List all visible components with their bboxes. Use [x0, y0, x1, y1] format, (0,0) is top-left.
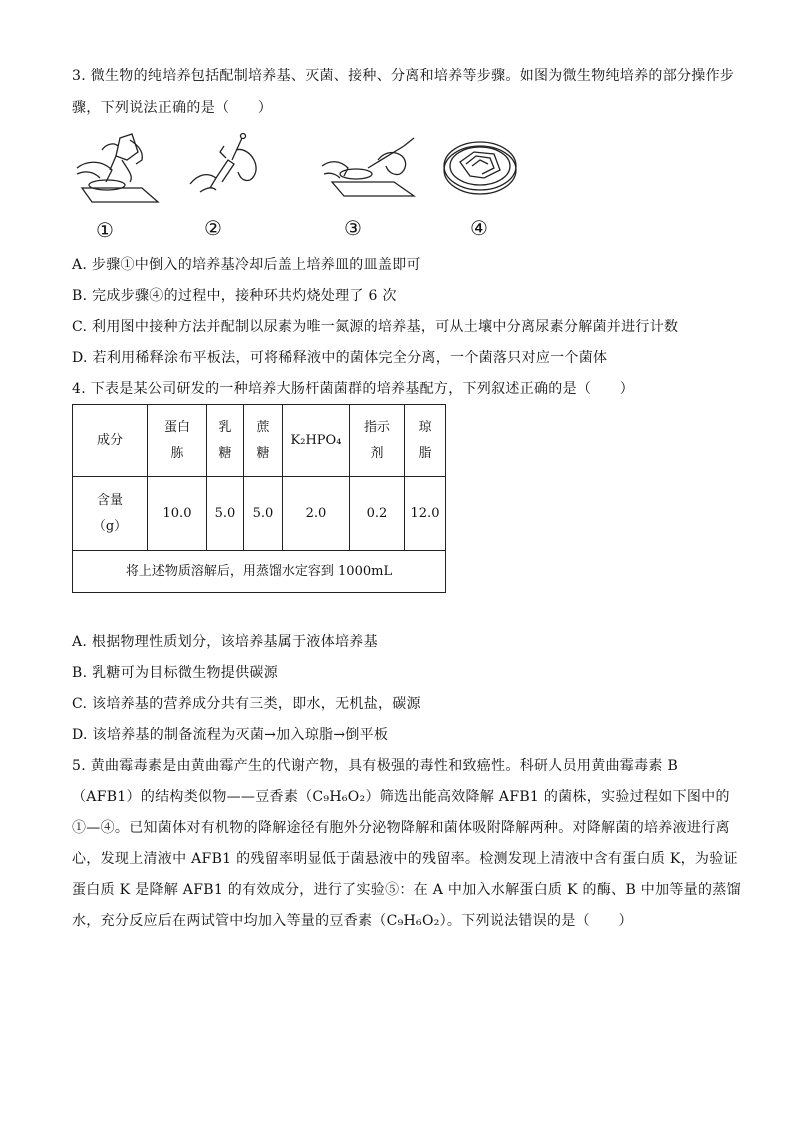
figure-label-4: ④: [470, 216, 488, 240]
q4-option-b: B. 乳糖可为目标微生物提供碳源: [72, 665, 278, 681]
q4-stem: 4. 下表是某公司研发的一种培养大肠杆菌菌群的培养基配方，下列叙述正确的是（ ）: [72, 381, 635, 397]
medium-formula-table: [72, 404, 446, 593]
table-col-k2hpo4: K₂HPO₄: [283, 405, 350, 477]
table-header-row: [73, 405, 446, 477]
table-col-sucrose: 蔗 糖: [244, 405, 283, 477]
table-footer-row: [73, 551, 446, 593]
q5-line2: （AFB1）的结构类似物——豆香素（C₉H₆O₂）筛选出能高效降解 AFB1 的菌株，实验过程如下图中的: [72, 789, 730, 805]
table-cell: 5.0: [207, 477, 244, 551]
petri-dish-illustration: [440, 136, 520, 202]
flaming-loop-illustration: [180, 130, 270, 200]
q5-line4: 心，发现上清液中 AFB1 的残留率明显低于菌悬液中的残留率。检测发现上清液中含有蛋白质 K，为验证: [72, 851, 738, 867]
q3-stem-line1: 3. 微生物的纯培养包括配制培养基、灭菌、接种、分离和培养等步骤。如图为微生物纯培养的部分操作步: [72, 68, 735, 84]
q5-line5: 蛋白质 K 是降解 AFB1 的有效成分，进行了实验⑤：在 A 中加入水解蛋白质 K 的酶、B 中加等量的蒸馏: [72, 882, 741, 898]
table-cell: 2.0: [283, 477, 350, 551]
q3-option-d: D. 若利用稀释涂布平板法，可将稀释液中的菌体完全分离，一个菌落只对应一个菌体: [72, 350, 608, 366]
q3-option-c: C. 利用图中接种方法并配制以尿素为唯一氮源的培养基，可从土壤中分离尿素分解菌并进行计数: [72, 319, 679, 335]
q3-stem-line2: 骤，下列说法正确的是（ ）: [72, 100, 273, 116]
table-cell: 5.0: [244, 477, 283, 551]
table-col-indicator: 指示 剂: [350, 405, 405, 477]
q4-option-c: C. 该培养基的营养成分共有三类，即水，无机盐，碳源: [72, 696, 421, 712]
table-cell: 10.0: [148, 477, 207, 551]
q5-line3: ①—④。已知菌体对有机物的降解途径有胞外分泌物降解和菌体吸附降解两种。对降解菌的培养液进行离: [72, 820, 730, 836]
table-col-agar: 琼 脂: [405, 405, 446, 477]
q3-option-a: A. 步骤①中倒入的培养基冷却后盖上培养皿的皿盖即可: [72, 257, 421, 273]
figure-label-2: ②: [204, 216, 222, 240]
table-footer: 将上述物质溶解后，用蒸馏水定容到 1000mL: [73, 551, 446, 593]
q5-line6: 水，充分反应后在两试管中均加入等量的豆香素（C₉H₆O₂）。下列说法错误的是（ ）: [72, 913, 633, 929]
table-col-peptone: 蛋白 胨: [148, 405, 207, 477]
table-cell: 0.2: [350, 477, 405, 551]
q4-option-a: A. 根据物理性质划分，该培养基属于液体培养基: [72, 634, 378, 650]
figure-label-3: ③: [344, 216, 362, 240]
q4-option-d: D. 该培养基的制备流程为灭菌→加入琼脂→倒平板: [72, 727, 389, 743]
q5-line1: 5. 黄曲霉毒素是由黄曲霉产生的代谢产物，具有极强的毒性和致癌性。科研人员用黄曲霉毒素 B: [72, 758, 679, 774]
q3-option-b: B. 完成步骤④的过程中，接种环共灼烧处理了 6 次: [72, 288, 397, 304]
pouring-plate-illustration: [72, 130, 162, 210]
table-value-row: [73, 477, 446, 551]
figure-label-1: ①: [96, 218, 114, 242]
table-cell: 12.0: [405, 477, 446, 551]
streaking-illustration: [318, 130, 428, 210]
table-header-label: 成分: [73, 405, 148, 477]
table-col-lactose: 乳 糖: [207, 405, 244, 477]
table-row-label: 含量 （g）: [73, 477, 148, 551]
q3-figure: [72, 130, 532, 242]
